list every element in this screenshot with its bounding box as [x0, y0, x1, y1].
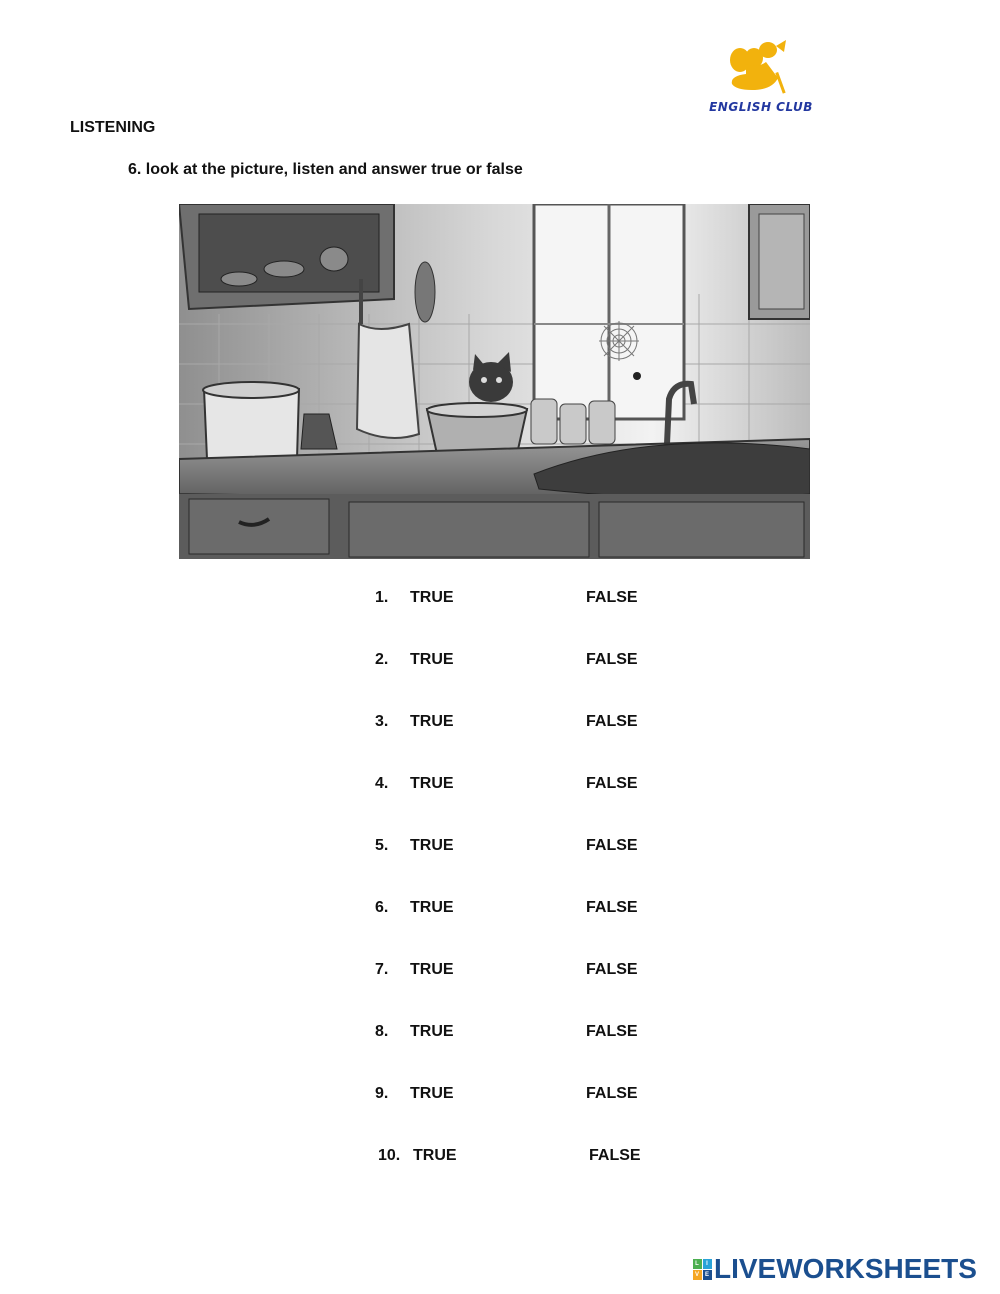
item-number: 10.	[378, 1147, 401, 1164]
true-option[interactable]: TRUE	[410, 1023, 454, 1040]
mascot-logo-icon	[706, 38, 816, 100]
true-option[interactable]: TRUE	[410, 1085, 454, 1102]
item-number: 9.	[375, 1085, 389, 1102]
true-option[interactable]: TRUE	[410, 899, 454, 916]
icon-letter: L	[693, 1259, 702, 1269]
false-option[interactable]: FALSE	[586, 589, 638, 606]
item-number: 8.	[375, 1023, 389, 1040]
liveworksheets-icon	[692, 1258, 712, 1280]
kitchen-picture	[179, 204, 810, 559]
true-option[interactable]: TRUE	[410, 775, 454, 792]
false-option[interactable]: FALSE	[586, 713, 638, 730]
false-option[interactable]: FALSE	[586, 899, 638, 916]
true-option[interactable]: TRUE	[410, 837, 454, 854]
false-option[interactable]: FALSE	[586, 651, 638, 668]
true-option[interactable]: TRUE	[410, 961, 454, 978]
icon-letter: E	[703, 1270, 712, 1280]
item-number: 1.	[375, 589, 389, 606]
false-option[interactable]: FALSE	[586, 1085, 638, 1102]
false-option[interactable]: FALSE	[586, 837, 638, 854]
liveworksheets-brand	[692, 1254, 977, 1284]
false-option[interactable]: FALSE	[586, 961, 638, 978]
item-number: 4.	[375, 775, 389, 792]
icon-letter: V	[693, 1270, 702, 1280]
true-option[interactable]: TRUE	[410, 713, 454, 730]
item-number: 3.	[375, 713, 389, 730]
item-number: 6.	[375, 899, 389, 916]
brand-name: LIVEWORKSHEETS	[714, 1253, 977, 1284]
english-club-logo	[706, 38, 816, 118]
true-option[interactable]: TRUE	[410, 589, 454, 606]
logo-text: ENGLISH CLUB	[709, 100, 813, 114]
true-option[interactable]: TRUE	[413, 1147, 457, 1164]
icon-letter: I	[703, 1259, 712, 1269]
section-title: LISTENING	[70, 119, 156, 136]
item-number: 7.	[375, 961, 389, 978]
exercise-instruction: 6. look at the picture, listen and answer true or false	[128, 161, 523, 178]
item-number: 5.	[375, 837, 389, 854]
false-option[interactable]: FALSE	[586, 1023, 638, 1040]
true-option[interactable]: TRUE	[410, 651, 454, 668]
false-option[interactable]: FALSE	[586, 775, 638, 792]
item-number: 2.	[375, 651, 389, 668]
false-option[interactable]: FALSE	[589, 1147, 641, 1164]
